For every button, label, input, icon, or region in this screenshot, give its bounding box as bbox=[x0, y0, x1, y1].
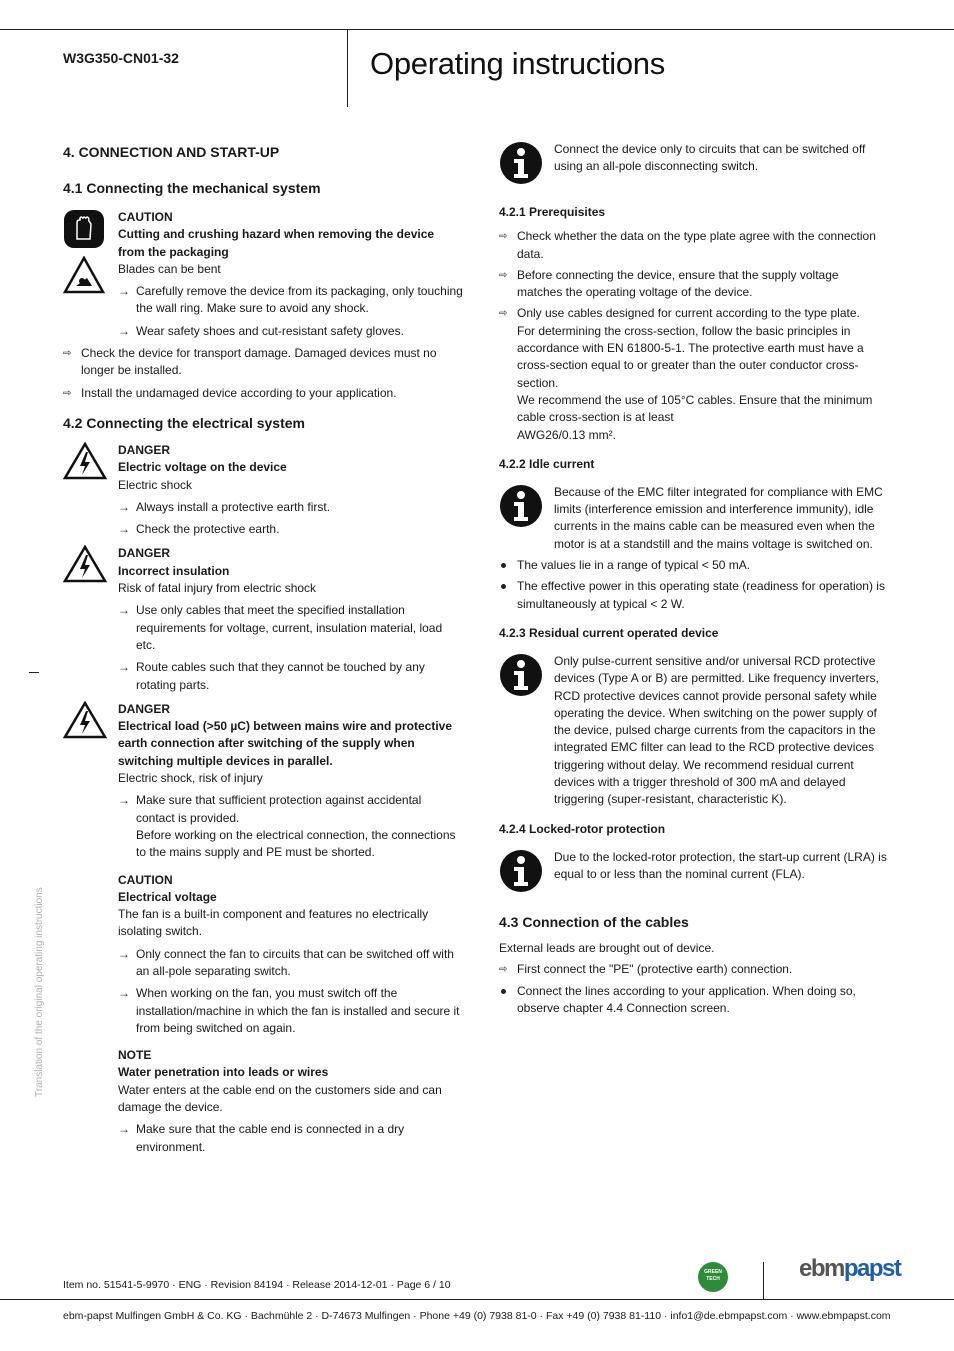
info-text: Only pulse-current sensitive and/or universal RCD protective devices (Type A or B) are permitted. Like frequency inverters, RCD protective devices cannot provide personal safety while operating the device. When switching on the power supply of the device, pulsed charge currents from the capacitors in the integrated EMC filter can lead to the RCD protective devices triggering without delay. We recommend residual current devices with a trigger threshold of 300 mA and delayed triggering (super-resistant, characteristic K). bbox=[554, 653, 879, 807]
left-column bbox=[63, 143, 463, 1156]
info-text: Connect the device only to circuits that can be switched off using an all-pole disconnecting switch. bbox=[554, 142, 866, 174]
high-voltage-icon bbox=[63, 545, 107, 583]
paragraph: External leads are brought out of device. bbox=[499, 940, 715, 955]
warning-step: → Check the protective earth. bbox=[118, 521, 463, 538]
arrow-bullet-icon: ⇨ bbox=[499, 308, 508, 320]
warning-step: → Make sure that sufficient protection against accidental contact is provided. Before working on the electrical connection, the connections to the mains supply and PE must be shorted. bbox=[118, 792, 463, 861]
warning-danger-3 bbox=[63, 701, 463, 1156]
info-block bbox=[499, 484, 887, 553]
dot-bullet-icon bbox=[499, 983, 517, 1018]
heading-4-2: 4.2 Connecting the electrical system bbox=[63, 414, 305, 431]
list-item: The values lie in a range of typical < 50 mA. bbox=[499, 557, 887, 574]
footer-address: ebm-papst Mulfingen GmbH & Co. KG · Bachmühle 2 · D-74673 Mulfingen · Phone +49 (0) 7938 81-0 · Fax +49 (0) 7938 81-110 · info1@de.ebmpapst.com · www.ebmpapst.com bbox=[63, 1310, 891, 1322]
info-icon bbox=[499, 141, 543, 185]
info-icon bbox=[499, 849, 543, 893]
arrow-icon: → bbox=[118, 1122, 130, 1137]
warning-caution-1 bbox=[63, 209, 463, 340]
high-voltage-icon bbox=[63, 442, 107, 480]
arrow-icon: → bbox=[118, 946, 130, 961]
arrow-icon: → bbox=[118, 603, 130, 618]
high-voltage-icon bbox=[63, 701, 107, 739]
arrow-bullet-icon: ⇨ bbox=[499, 231, 508, 243]
footer-rule bbox=[0, 1299, 954, 1300]
note-desc: Water enters at the cable end on the customers side and can damage the device. bbox=[118, 1082, 442, 1115]
warning-step: → Carefully remove the device from its packaging, only touching the wall ring. Make sure to avoid any shock. bbox=[118, 283, 463, 318]
arrow-icon: → bbox=[118, 499, 130, 514]
heading-4-1: 4.1 Connecting the mechanical system bbox=[63, 180, 321, 196]
warning-level: DANGER bbox=[118, 442, 171, 457]
info-text: Because of the EMC filter integrated for compliance with EMC limits (interference emission and interference immunity), idle currents in the mains cable can be measured even when the motor is at a standstill and the mains voltage is switched on. bbox=[554, 484, 883, 551]
warning-step: → Make sure that the cable end is connected in a dry environment. bbox=[118, 1121, 463, 1156]
warning-step: → Only connect the fan to circuits that can be switched off with an all-pole separating switch. bbox=[118, 946, 463, 981]
warning-desc: Electric shock bbox=[118, 477, 193, 492]
info-block bbox=[499, 653, 887, 809]
green-tech-badge: GREEN TECH bbox=[698, 1262, 728, 1292]
dot-bullet-icon bbox=[499, 557, 517, 574]
header-top-rule bbox=[0, 29, 954, 30]
footer-item-info: Item no. 51541-5-9970 · ENG · Revision 84194 · Release 2014-12-01 · Page 6 / 10 bbox=[63, 1279, 451, 1291]
arrow-icon: → bbox=[118, 284, 130, 299]
warning-head: Electric voltage on the device bbox=[118, 460, 287, 475]
dot-bullet-icon bbox=[499, 578, 517, 613]
list-item: ⇨ First connect the "PE" (protective earth) connection. bbox=[499, 961, 887, 978]
list-item: ⇨ Check the device for transport damage. Damaged devices must no longer be installed. bbox=[63, 345, 463, 380]
warning-level: DANGER bbox=[118, 701, 171, 716]
note-level: NOTE bbox=[118, 1048, 152, 1063]
footer-divider bbox=[763, 1262, 764, 1299]
heading-4-2-4: 4.2.4 Locked-rotor protection bbox=[499, 821, 666, 836]
warning-desc: Risk of fatal injury from electric shock bbox=[118, 581, 317, 596]
arrow-icon: → bbox=[118, 323, 130, 338]
warning-head: Electrical voltage bbox=[118, 889, 217, 904]
arrow-icon: → bbox=[118, 660, 130, 675]
header-divider bbox=[347, 29, 348, 107]
info-block bbox=[499, 849, 887, 898]
warning-head: Electrical load (>50 µC) between mains wire and protective earth connection after switching of the supply when switching multiple devices in parallel. bbox=[118, 719, 453, 768]
arrow-bullet-icon: ⇨ bbox=[499, 964, 508, 976]
list-item: The effective power in this operating state (readiness for operation) is simultaneously at typical < 2 W. bbox=[499, 578, 887, 613]
info-text: Due to the locked-rotor protection, the start-up current (LRA) is equal to or less than the nominal current (FLA). bbox=[554, 849, 887, 881]
warning-level: DANGER bbox=[118, 546, 171, 561]
warning-desc: Blades can be bent bbox=[118, 261, 221, 276]
arrow-bullet-icon: ⇨ bbox=[499, 269, 508, 281]
arrow-bullet-icon: ⇨ bbox=[63, 348, 72, 360]
arrow-icon: → bbox=[118, 793, 130, 808]
heading-4-2-1: 4.2.1 Prerequisites bbox=[499, 205, 606, 220]
warning-step: → When working on the fan, you must switch off the installation/machine in which the fan is installed and secure it from being switched on again. bbox=[118, 985, 463, 1037]
warning-desc: Electric shock, risk of injury bbox=[118, 771, 263, 786]
company-logo: ebmpapst bbox=[799, 1255, 901, 1282]
list-item: ⇨ Check whether the data on the type plate agree with the connection data. bbox=[499, 228, 887, 263]
margin-tick bbox=[29, 672, 39, 673]
list-item: ⇨ Before connecting the device, ensure that the supply voltage matches the operating voltage of the device. bbox=[499, 267, 887, 302]
side-note: Translation of the original operating instructions bbox=[34, 887, 45, 1097]
warning-danger-1 bbox=[63, 442, 463, 538]
warning-head: Incorrect insulation bbox=[118, 563, 230, 578]
list-item: Connect the lines according to your application. When doing so, observe chapter 4.4 Connection screen. bbox=[499, 983, 887, 1018]
warning-step: → Wear safety shoes and cut-resistant safety gloves. bbox=[118, 323, 463, 340]
arrow-icon: → bbox=[118, 522, 130, 537]
arrow-bullet-icon: ⇨ bbox=[63, 387, 72, 399]
warning-desc: The fan is a built-in component and features no electrically isolating switch. bbox=[118, 907, 429, 939]
list-item: ⇨ Install the undamaged device according to your application. bbox=[63, 385, 463, 402]
warning-step: → Always install a protective earth first. bbox=[118, 499, 463, 516]
list-item: ⇨ Only use cables designed for current according to the type plate. For determining the cross-section, follow the basic principles in accordance with EN 61800-5-1. The protective earth must have a cross-section equal to or greater than the outer conductor cross-section. We recommend the use of 105°C cables. Ensure that the minimum cable cross-section is at least AWG26/0.13 mm². bbox=[499, 305, 887, 443]
section-heading-4: 4. CONNECTION AND START-UP bbox=[63, 144, 280, 160]
warning-level: CAUTION bbox=[118, 210, 173, 224]
warning-level: CAUTION bbox=[118, 872, 173, 887]
info-icon bbox=[499, 653, 543, 697]
gloves-icon bbox=[63, 209, 105, 249]
blade-hazard-icon bbox=[63, 256, 105, 294]
info-block bbox=[499, 141, 887, 190]
heading-4-2-3: 4.2.3 Residual current operated device bbox=[499, 625, 719, 640]
page-title: Operating instructions bbox=[370, 46, 665, 81]
model-number: W3G350-CN01-32 bbox=[63, 50, 179, 66]
right-column bbox=[499, 141, 887, 1017]
warning-danger-2 bbox=[63, 545, 463, 693]
info-icon bbox=[499, 484, 543, 528]
arrow-icon: → bbox=[118, 986, 130, 1001]
heading-4-2-2: 4.2.2 Idle current bbox=[499, 456, 595, 471]
note-head: Water penetration into leads or wires bbox=[118, 1065, 329, 1080]
warning-step: → Route cables such that they cannot be touched by any rotating parts. bbox=[118, 659, 463, 694]
warning-head: Cutting and crushing hazard when removing the device from the packaging bbox=[118, 227, 435, 259]
warning-step: → Use only cables that meet the specified installation requirements for voltage, current, insulation material, load etc. bbox=[118, 602, 463, 654]
heading-4-3: 4.3 Connection of the cables bbox=[499, 913, 689, 930]
